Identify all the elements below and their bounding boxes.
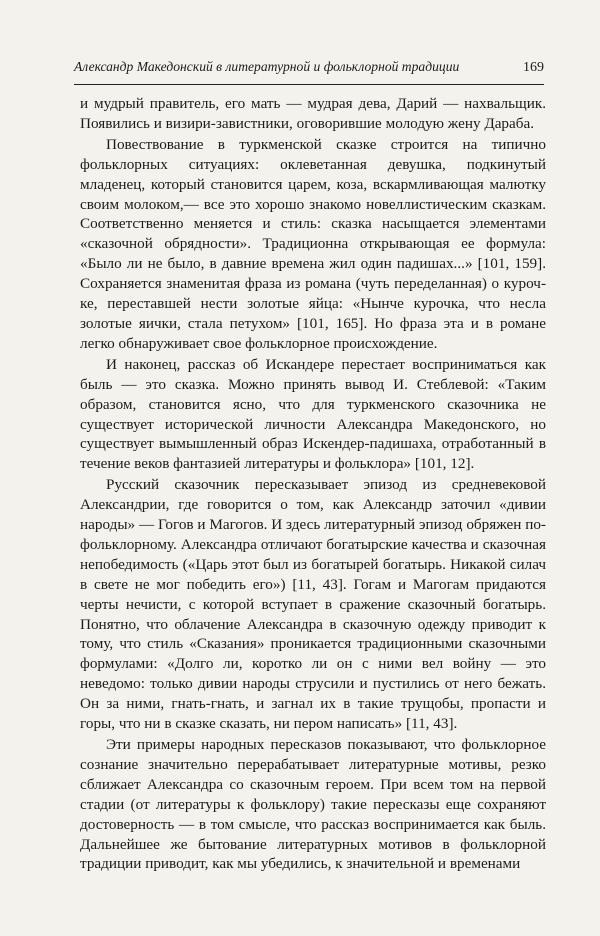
page-number: 169 <box>523 60 544 75</box>
header-rule <box>74 84 544 85</box>
body-text <box>80 94 546 875</box>
running-title: Александр Македонский в литературной и фольклорной традиции <box>74 59 460 74</box>
paragraph: И наконец, рассказ об Искандере перестает восприниматься как быль — это сказка. Можно принять вывод И. Стеблевой: «Таким образом, становится ясно, что для туркменского сказочника не существует исторической личности Александра Македонского, но существует вымышленный образ Искендер-падишаха, отработанный в течение веков фантазией литературы и фольклора» [101, 12]. <box>80 355 546 473</box>
paragraph-continued: и мудрый правитель, его мать — мудрая дева, Дарий — нахвальщик. Появились и визири-завистники, оговорившие молодую жену Дараба. <box>80 95 546 132</box>
running-header <box>74 58 544 77</box>
paragraph: Эти примеры народных пересказов показывают, что фольклорное сознание значительно перерабатывает литературные мотивы, резко сближает Александра со сказочным героем. При всем том на первой стадии (от литературы к фольклору) такие пересказы еще сохраняют достоверность — в том смысле, что рассказ воспринимается как быль. Дальнейшее же бытование литературных мотивов в фольклорной традиции приводит, как мы убедились, к значительной и временами <box>80 736 546 873</box>
paragraph: Русский сказочник пересказывает эпизод из средневековой Александрии, где говорится о том, как Александр заточил «дивии народы» — Гогов и Магогов. И здесь литературный эпизод обряжен по-фольклорному. Александра отличают богатырские качества и сказочная непобедимость («Царь этот был из богатырей богатырь. Никакой силач в свете не мог победить его») [11, 43]. Гогам и Магогам придаются черты нечисти, с которой вступает в сражение сказочный богатырь. Понятно, что облачение Александра в сказочную одежду приводит к тому, что стиль «Сказания» проникается традиционными сказочными формулами: «Долго ли, коротко ли он с ними вел войну — это неведомо: только дивии народы струсили и пустились от него бежать. Он за ними, гнать-гнать, и загнал их в такие трущобы, пропасти и горы, что ни в сказке сказать, ни пером написать» [11, 43]. <box>80 476 546 733</box>
paragraph: Повествование в туркменской сказке строится на типично фольклорных ситуациях: оклеветанная девушка, подкинутый младенец, который становится царем, коза, вскармливающая малютку своим молоком,— все это хорошо знакомо новеллистическим сказкам. Соответственно меняется и стиль: сказка насыщается элементами «сказочной обрядности». Традиционна открывающая ее формула: «Было ли не было, в давние времена жил один падишах...» [101, 159]. Сохраняется знаменитая фраза из романа (чуть переделанная) о курочке, переставшей нести золотые яйца: «Нынче курочка, что несла золотые яички, стала петухом» [101, 165]. Но фраза эта и в романе легко обнаруживает свое фольклорное происхождение. <box>80 135 546 352</box>
